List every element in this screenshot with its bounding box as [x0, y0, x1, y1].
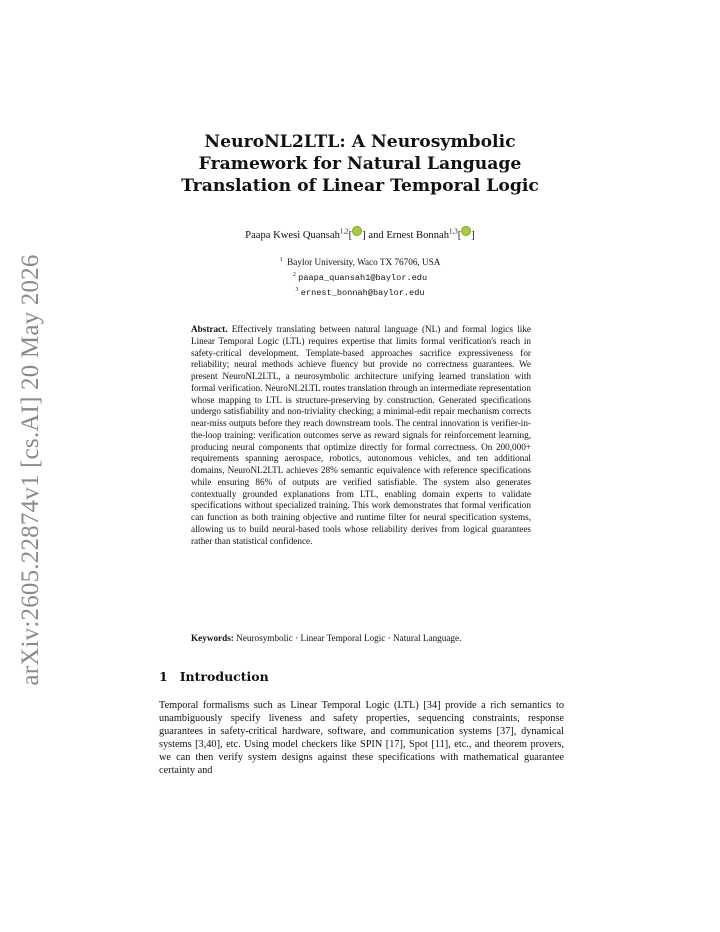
author-joiner: and [368, 230, 384, 241]
affiliations [150, 254, 570, 300]
section-title: Introduction [179, 669, 269, 684]
author-affiliation-mark: 1,2 [339, 227, 349, 236]
arxiv-sidebar [8, 254, 54, 686]
affiliation-line [150, 284, 570, 300]
orcid-icon[interactable] [352, 226, 362, 236]
email-link[interactable]: ernest_bonnah@baylor.edu [300, 288, 425, 299]
orcid-icon[interactable] [461, 226, 471, 236]
section-heading [159, 669, 269, 684]
affiliation-mark: 3 [295, 287, 299, 294]
keywords [191, 633, 536, 643]
author-affiliation-mark: 1,3 [449, 227, 458, 236]
affiliation-text: Baylor University, Waco TX 76706, USA [287, 257, 441, 268]
keywords-text: Neurosymbolic · Linear Temporal Logic · Natural Language. [236, 633, 462, 643]
affiliation-mark: 2 [292, 271, 296, 278]
author-line: Paapa Kwesi Quansah$^{1,2}$[ ] and Ernest Bonnah$^{1,3}$[ ] [245, 227, 475, 241]
abstract [191, 324, 531, 547]
abstract-text: Effectively translating between natural language (NL) and formal logics like Linear Temporal Logic (LTL) requires expertise that limits formal verification's reach in safety-critical development. Template-based approaches sacrifice expressiveness for reliability; neural methods achieve fluency but provide no correctness guarantees. We present NeuroNL2LTL, a neurosymbolic architecture unifying learned translation with formal verification. NeuroNL2LTL routes translation through an intermediate representation whose mapping to LTL is structure-preserving by construction. Generated specifications undergo satisfiability and non-triviality checking; a minimal-edit repair mechanism corrects near-miss outputs before they reach downstream tools. The central innovation is verifier-in-the-loop training: verification outcomes serve as reward signals for reinforcement learning, producing neural components that optimize directly for formal correctness. On 200,000+ requirements spanning aerospace, robotics, autonomous vehicles, and ten additional domains, NeuroNL2LTL achieves 28% semantic equivalence with reference specifications while ensuring 86% of outputs are verified satisfiable. The system also generates contextually grounded explanations from LTL, enabling domain experts to validate specifications without specialized training. This work demonstrates that formal verification can function as both training objective and runtime filter for neural specification systems, allowing us to build neural-based tools whose reliability derives from logical guarantees rather than statistical confidence. [191, 324, 531, 546]
abstract-label: Abstract. [191, 324, 228, 334]
intro-paragraph: Temporal formalisms such as Linear Temporal Logic (LTL) [34] provide a rich semantics to unambiguously specify liveness and safety properties, sequencing constraints, response guarantees in safety-critical hardware, software, and communication systems [37], dynamical systems [3,40], etc. Using model checkers like SPIN [17], Spot [11], etc., and theorem provers, we can then verify system designs against these specifications with mathematical guarantee certainty and [159, 700, 564, 777]
email-link[interactable]: paapa_quansah1@baylor.edu [298, 272, 428, 283]
section-number: 1 [159, 669, 168, 684]
affiliation-line [150, 269, 570, 285]
author-name: Paapa Kwesi Quansah [245, 230, 340, 241]
keywords-label: Keywords: [191, 633, 234, 643]
paper-title: NeuroNL2LTL: A Neurosymbolic Framework for Natural Language Translation of Linear Temporal Logic [181, 132, 539, 196]
affiliation-mark: 1 [279, 257, 283, 263]
affiliation-line [150, 254, 570, 269]
author-name: Ernest Bonnah [386, 230, 449, 241]
arxiv-identifier: arXiv:2605.22874v1 [cs.AI] 20 May 2026 [17, 254, 44, 686]
